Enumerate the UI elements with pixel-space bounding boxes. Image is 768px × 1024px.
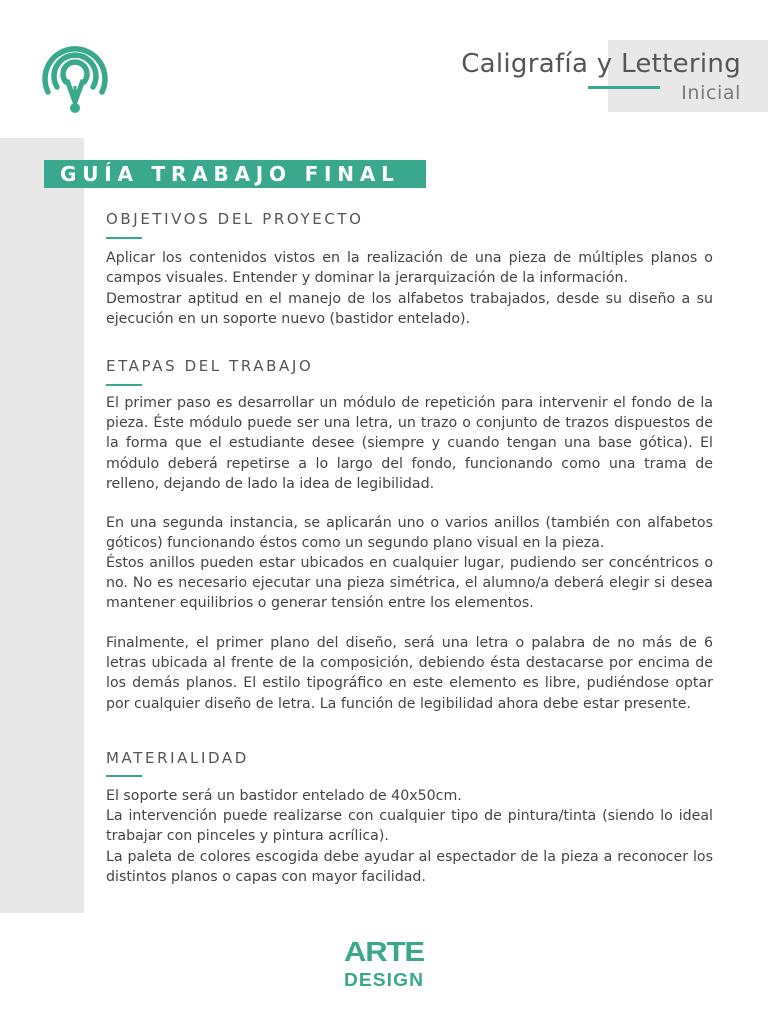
paragraph: La paleta de colores escogida debe ayudar al espectador de la pieza a reconocer los distintos planos o capas con mayor facilidad. <box>106 849 713 886</box>
paragraph: Éstos anillos pueden estar ubicados en cualquier lugar, pudiendo ser concéntricos o no. No es necesario ejecutar una pieza simétrica, el alumno/a deberá elegir si desea mantener equilibrios o generar tensión entre los elementos. <box>106 555 713 612</box>
course-title: Caligrafía y Lettering <box>461 49 741 79</box>
paragraph: Finalmente, el primer plano del diseño, será una letra o palabra de no más de 6 letras ubicada al frente de la composición, debiendo ésta destacarse por encima de los demás planos. El estilo tipográfico en este elemento es libre, pudiéndose optar por cualquier diseño de letra. La función de legibilidad ahora debe estar presente. <box>106 635 713 712</box>
banner-title: GUÍA TRABAJO FINAL <box>60 162 400 186</box>
paragraph: La intervención puede realizarse con cualquier tipo de pintura/tinta (siendo lo ideal trabajar con pinceles y pintura acrílica). <box>106 808 713 845</box>
course-level: Inicial <box>681 82 741 104</box>
arte-design-logo <box>342 936 426 988</box>
section-rule <box>106 775 142 777</box>
section-heading-materialidad: MATERIALIDAD <box>106 749 249 767</box>
paragraph: El primer paso es desarrollar un módulo de repetición para intervenir el fondo de la pieza. Éste módulo puede ser una letra, un trazo o conjunto de trazos dispuestos de la forma que el estudiante desee (siempre y cuando tengan una base gótica). El módulo deberá repetirse a lo largo del fondo, funcionando como una trama de relleno, dejando de lado la idea de legibilidad. <box>106 395 713 492</box>
paragraph: Demostrar aptitud en el manejo de los alfabetos trabajados, desde su diseño a su ejecución en un soporte nuevo (bastidor entelado). <box>106 291 713 328</box>
title-underline <box>588 86 660 89</box>
logo-text-arte: ARTE <box>344 936 425 967</box>
guide-banner <box>44 160 426 188</box>
section-rule <box>106 237 142 239</box>
logo-text-design: DESIGN <box>344 970 424 988</box>
paragraph: El soporte será un bastidor entelado de 40x50cm. <box>106 788 462 804</box>
pen-nib-icon <box>34 34 116 120</box>
section-heading-objetivos: OBJETIVOS DEL PROYECTO <box>106 210 364 228</box>
paragraph: En una segunda instancia, se aplicarán uno o varios anillos (también con alfabetos góticos) funcionando éstos como un segundo plano visual en la pieza. <box>106 515 713 552</box>
paragraph: Aplicar los contenidos vistos en la realización de una pieza de múltiples planos o campos visuales. Entender y dominar la jerarquización de la información. <box>106 250 713 287</box>
section-heading-etapas: ETAPAS DEL TRABAJO <box>106 357 314 375</box>
section-rule <box>106 384 142 386</box>
left-sidebar-bar <box>0 138 84 913</box>
